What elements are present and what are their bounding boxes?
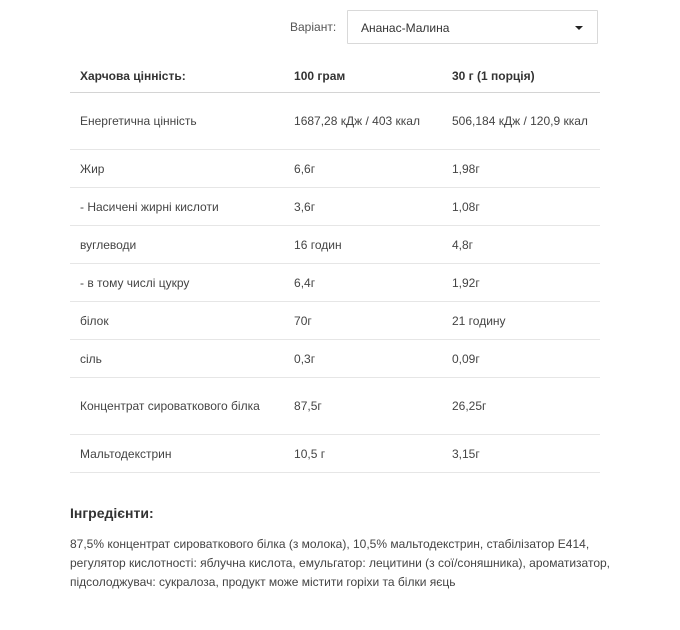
nutrient-per-100g: 87,5г bbox=[284, 378, 442, 435]
table-row bbox=[70, 378, 600, 435]
nutrient-name: - в тому числі цукру bbox=[70, 264, 284, 302]
variant-dropdown[interactable] bbox=[347, 10, 598, 44]
nutrient-per-100g: 1687,28 кДж / 403 ккал bbox=[284, 93, 442, 150]
nutrient-per-100g: 6,4г bbox=[284, 264, 442, 302]
table-row bbox=[70, 435, 600, 473]
nutrient-per-serving: 4,8г bbox=[442, 226, 600, 264]
caret-down-icon bbox=[575, 26, 583, 30]
ingredients-title: Інгредієнти: bbox=[70, 505, 154, 521]
nutrient-per-serving: 1,08г bbox=[442, 188, 600, 226]
nutrient-name: вуглеводи bbox=[70, 226, 284, 264]
header-per-100g: 100 грам bbox=[284, 60, 442, 93]
nutrient-per-100g: 16 годин bbox=[284, 226, 442, 264]
nutrient-per-serving: 1,92г bbox=[442, 264, 600, 302]
table-row bbox=[70, 340, 600, 378]
ingredients-text: 87,5% концентрат сироваткового білка (з молока), 10,5% мальтодекстрин, стабілізатор E414, регулятор кислотності: яблучна кислота, емульгатор: лецитини (з сої/соняшника), ароматизатор, підсолоджувач: сукралоза, продукт може містити горіхи та білки яєць bbox=[70, 537, 611, 589]
table-row bbox=[70, 93, 600, 150]
header-nutrient: Харчова цінність: bbox=[70, 60, 284, 93]
nutrient-per-100g: 6,6г bbox=[284, 150, 442, 188]
nutrient-name: Жир bbox=[70, 150, 284, 188]
nutrient-name: Мальтодекстрин bbox=[70, 435, 284, 473]
table-row bbox=[70, 302, 600, 340]
nutrient-per-serving: 26,25г bbox=[442, 378, 600, 435]
nutrient-per-100g: 70г bbox=[284, 302, 442, 340]
table-row bbox=[70, 150, 600, 188]
nutrient-per-100g: 3,6г bbox=[284, 188, 442, 226]
nutrient-per-100g: 10,5 г bbox=[284, 435, 442, 473]
nutrient-name: білок bbox=[70, 302, 284, 340]
nutrient-name: - Насичені жирні кислоти bbox=[70, 188, 284, 226]
table-row bbox=[70, 264, 600, 302]
nutrient-per-serving: 21 годину bbox=[442, 302, 600, 340]
variant-selector-row bbox=[290, 10, 600, 46]
nutrient-per-serving: 0,09г bbox=[442, 340, 600, 378]
nutrient-per-serving: 506,184 кДж / 120,9 ккал bbox=[442, 93, 600, 150]
variant-selected-value: Ананас-Малина bbox=[361, 21, 450, 35]
table-row bbox=[70, 188, 600, 226]
header-per-serving: 30 г (1 порція) bbox=[442, 60, 600, 93]
nutrient-name: сіль bbox=[70, 340, 284, 378]
nutrient-per-serving: 1,98г bbox=[442, 150, 600, 188]
nutrient-per-100g: 0,3г bbox=[284, 340, 442, 378]
ingredients-section bbox=[70, 505, 610, 592]
nutrient-name: Енергетична цінність bbox=[70, 93, 284, 150]
nutrient-per-serving: 3,15г bbox=[442, 435, 600, 473]
table-row bbox=[70, 226, 600, 264]
nutrient-name: Концентрат сироваткового білка bbox=[70, 378, 284, 435]
nutrition-table bbox=[70, 60, 600, 473]
variant-label: Варіант: bbox=[290, 20, 337, 34]
nutrition-header-row bbox=[70, 60, 600, 93]
